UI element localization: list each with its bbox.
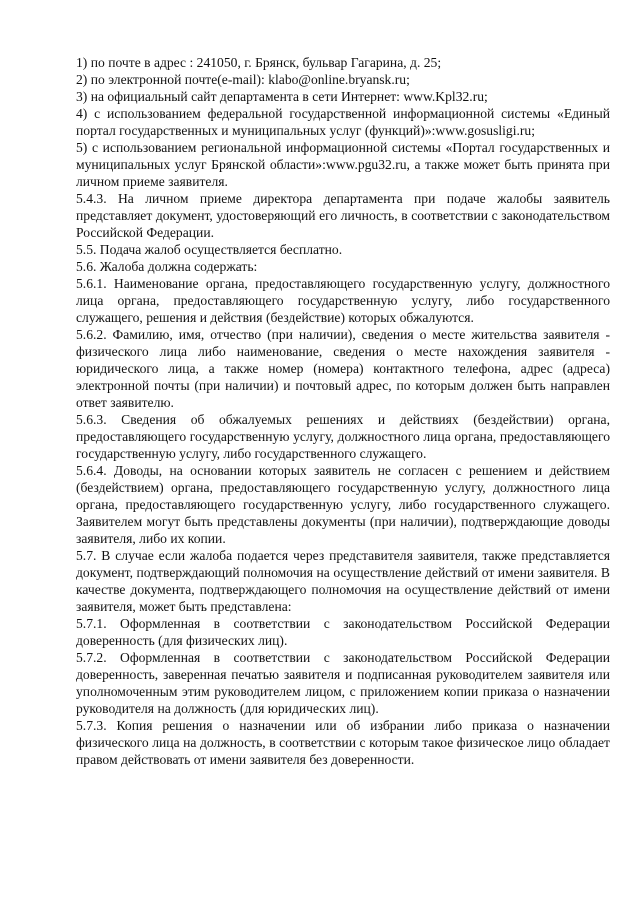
paragraph-federal-portal: 4) с использованием федеральной государственной информационной системы «Единый портал государственных и муниципальных услуг (функций)»:www.gosusligi.ru; [76,106,610,138]
paragraph-5-5: 5.5. Подача жалоб осуществляется бесплатно. [76,242,343,257]
paragraph-postal-address: 1) по почте в адрес : 241050, г. Брянск, бульвар Гагарина, д. 25; [76,55,442,70]
paragraph-5-7-1: 5.7.1. Оформленная в соответствии с законодательством Российской Федерации доверенность (для физических лиц). [76,616,610,648]
paragraph-5-4-3: 5.4.3. На личном приеме директора департамента при подаче жалобы заявитель представляет документ, удостоверяющий его личность, в соответствии с законодательством Российской Федерации. [76,191,610,240]
paragraph-5-7-2: 5.7.2. Оформленная в соответствии с законодательством Российской Федерации доверенность, заверенная печатью заявителя и подписанная руководителем заявителя или уполномоченным этим руководителем лицом, с приложением копии приказа о назначении руководителя на должность (для юридических лиц). [76,650,610,716]
paragraph-regional-portal: 5) с использованием региональной информационной системы «Портал государственных и муниципальных услуг Брянской области»:www.pgu32.ru, а также может быть принята при личном приеме заявителя. [76,140,610,189]
paragraph-5-6-4: 5.6.4. Доводы, на основании которых заявитель не согласен с решением и действием (бездействием) органа, предоставляющего государственную услугу, должностного лица органа, предоставляющего государственную услугу, либо государственного служащего. Заявителем могут быть представлены документы (при наличии), подтверждающие доводы заявителя, либо их копии. [76,463,610,546]
paragraph-5-6-2: 5.6.2. Фамилию, имя, отчество (при наличии), сведения о месте жительства заявителя - физического лица либо наименование, сведения о месте нахождения заявителя - юридического лица, а также номер (номера) контактного телефона, адрес (адреса) электронной почты (при наличии) и почтовый адрес, по которым должен быть направлен ответ заявителю. [76,327,610,410]
document-page [76,54,610,768]
paragraph-5-7-3: 5.7.3. Копия решения о назначении или об избрании либо приказа о назначении физического лица на должность, в соответствии с которым такое физическое лицо обладает правом действовать от имени заявителя без доверенности. [76,718,610,767]
paragraph-5-6: 5.6. Жалоба должна содержать: [76,259,258,274]
paragraph-5-6-1: 5.6.1. Наименование органа, предоставляющего государственную услугу, должностного лица органа, предоставляющего государственную услугу, либо государственного служащего, решения и действия (бездействие) которых обжалуются. [76,276,610,325]
paragraph-website: 3) на официальный сайт департамента в сети Интернет: www.Kpl32.ru; [76,89,488,104]
paragraph-5-7: 5.7. В случае если жалоба подается через представителя заявителя, также представляется документ, подтверждающий полномочия на осуществление действий от имени заявителя. В качестве документа, подтверждающего полномочия на осуществление действий от имени заявителя, может быть представлена: [76,548,610,614]
paragraph-5-6-3: 5.6.3. Сведения об обжалуемых решениях и действиях (бездействии) органа, предоставляющего государственную услугу, должностного лица органа, предоставляющего государственную услугу, либо государственного служащего. [76,412,610,461]
paragraph-email: 2) по электронной почте(e-mail): klabo@online.bryansk.ru; [76,72,410,87]
